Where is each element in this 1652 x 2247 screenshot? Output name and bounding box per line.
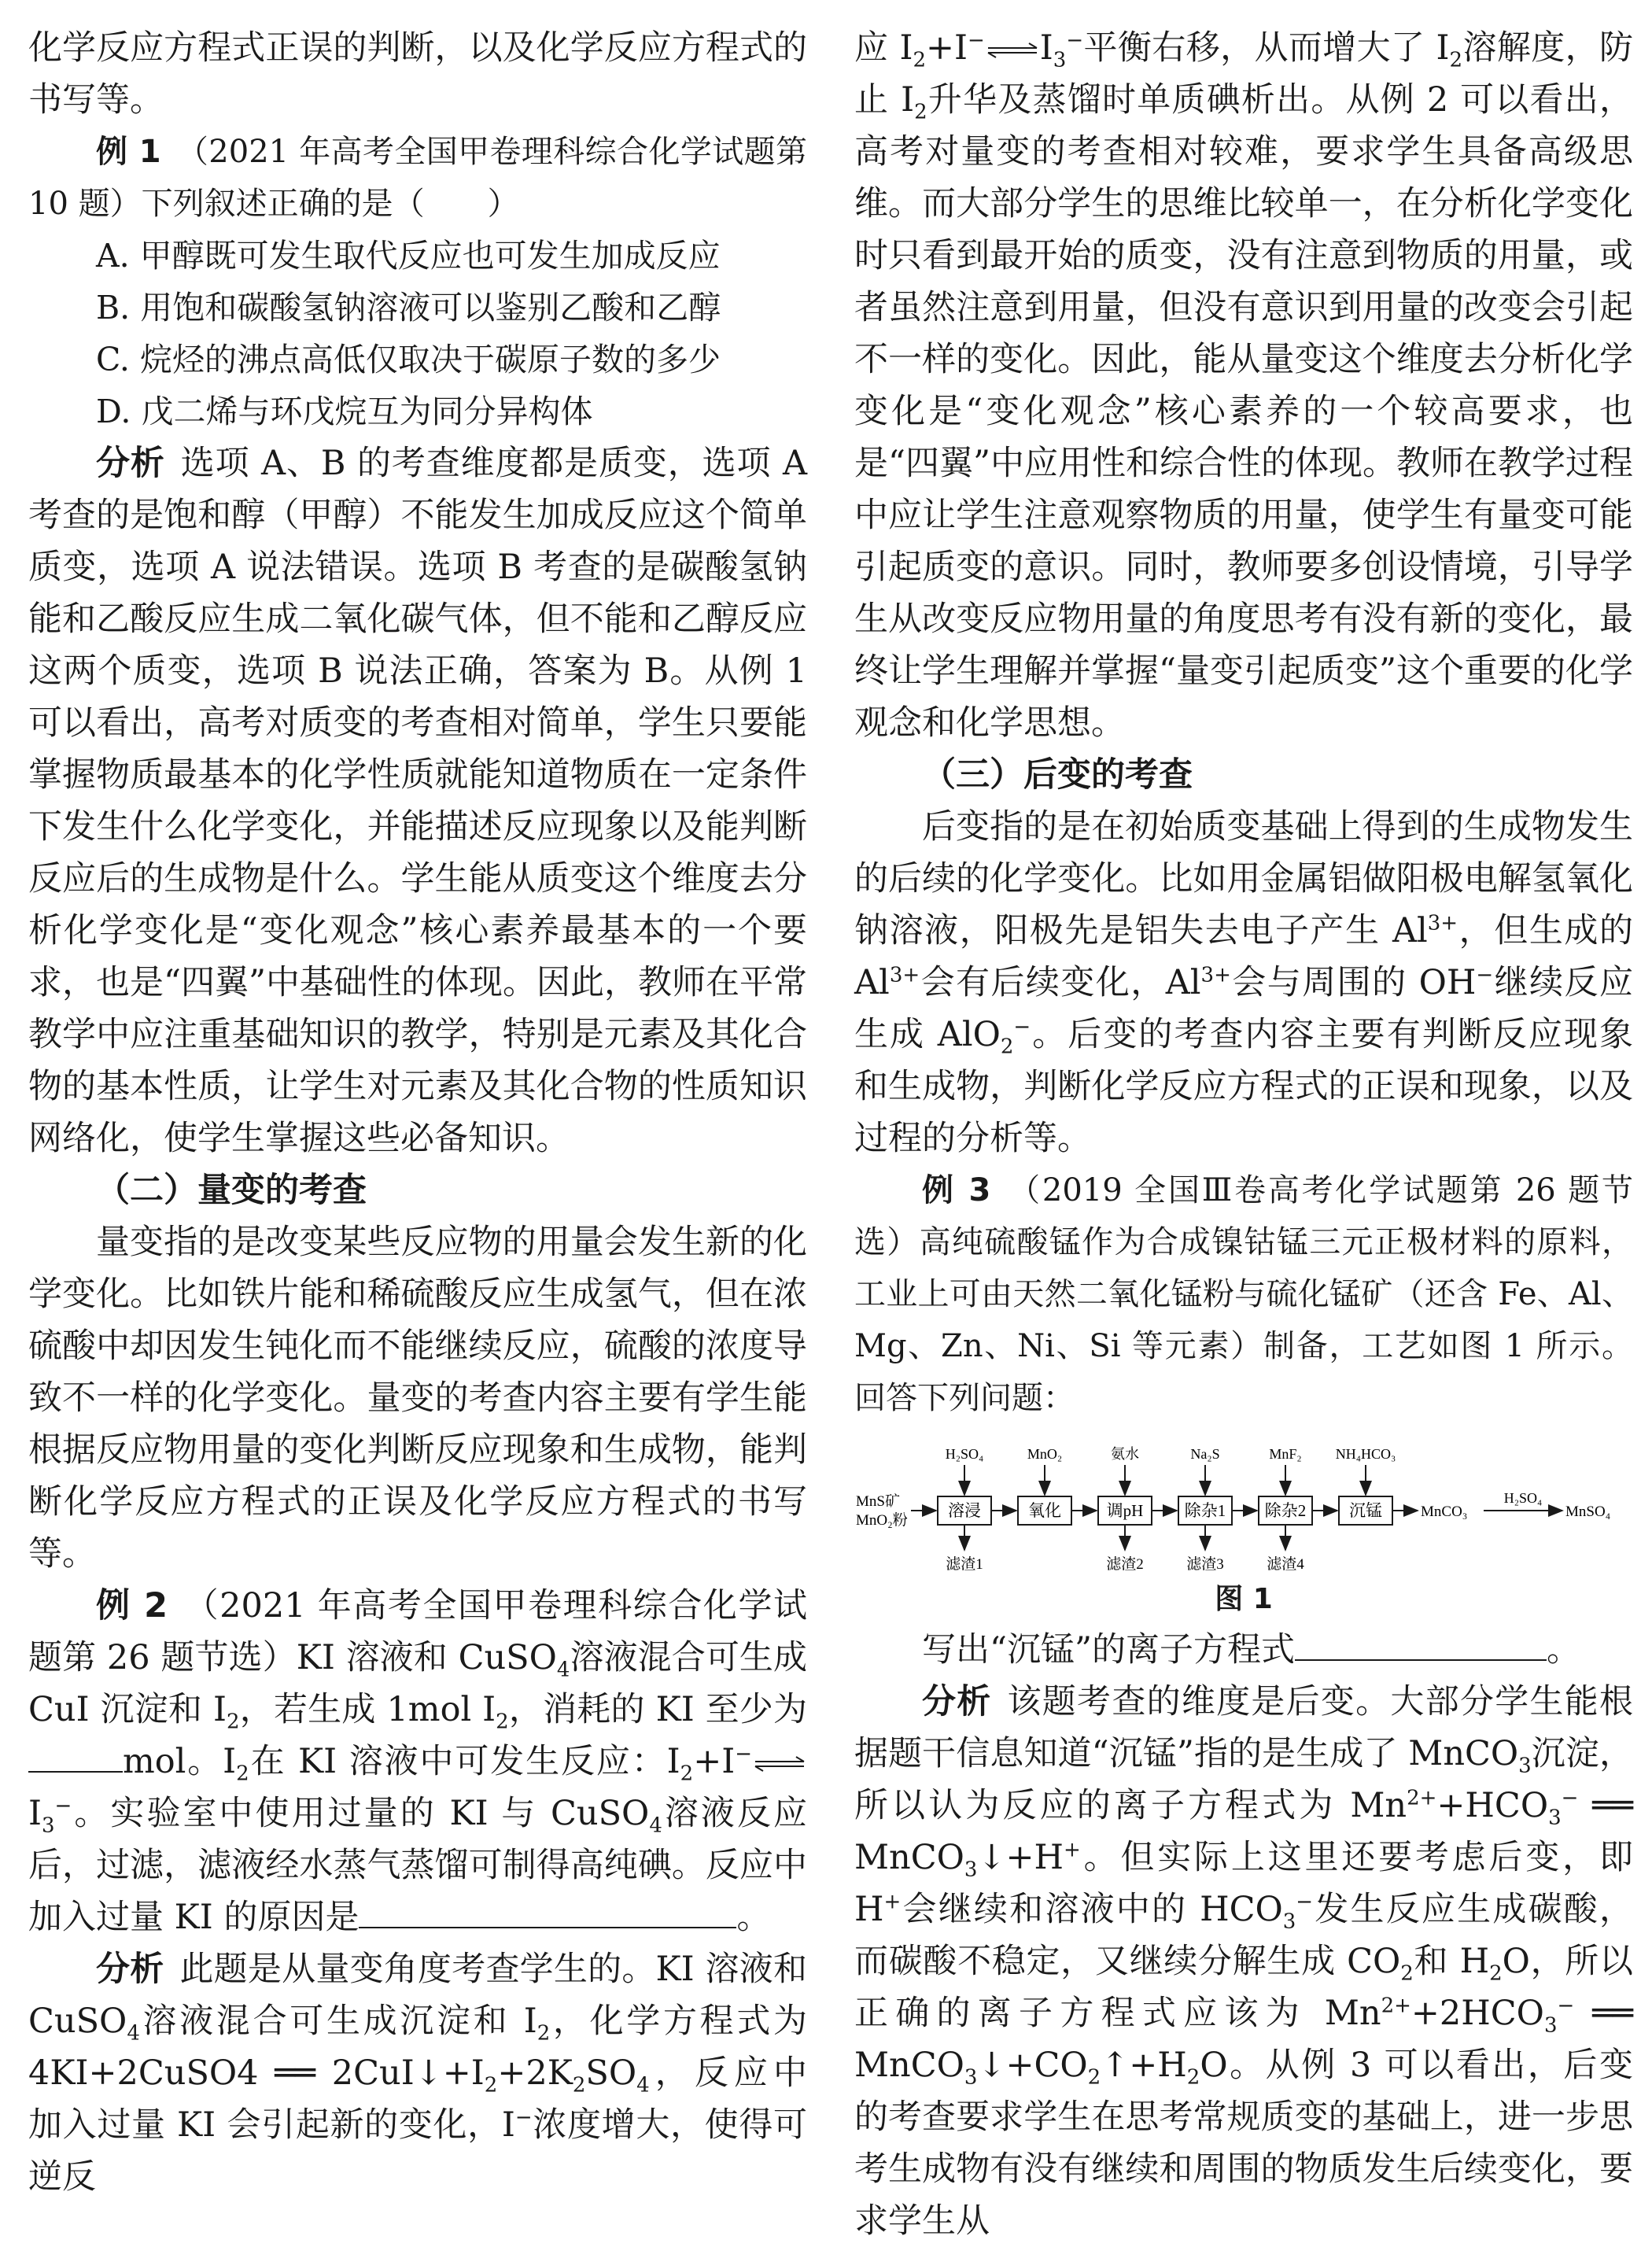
superscript: − [1476,963,1494,987]
subscript: 3 [964,2065,978,2090]
residue-2: 滤渣2 [1106,1556,1144,1573]
paragraph-continued: 化学反应方程式正误的判断，以及化学反应方程式的书写等。 [28,28,807,120]
text-run: 会与周围的 OH [1230,963,1477,1002]
analysis-label: 分析 [96,1950,164,1989]
superscript: − [514,2105,533,2130]
input-mns: MnS矿 [856,1493,900,1510]
text-run: +2K [497,2053,573,2093]
step-1 [938,1496,991,1525]
subscript: 4 [649,1813,662,1838]
step-5 [1259,1496,1312,1525]
text-run: O。从例 3 可以看出，后变的考查要求学生在思考常规质变的基础上，进一步思考生成物有没有继续和周围的物质发生后续变化，要求学生从 [854,2046,1633,2241]
text-run: 在 KI 溶液中可发生反应：I [249,1742,680,1781]
text-run: ，反应中加入过量 KI 会引起新的变化，I [28,2053,807,2145]
text-run: +I [925,28,968,68]
text-run: ══ MnCO [854,1994,1633,2085]
answer-blank[interactable] [1295,1628,1547,1661]
text-run: 。实验室中使用过量的 KI 与 CuSO [72,1794,650,1833]
text-run: 继续反应生成 AlO [854,963,1634,1054]
text-run: I [1039,28,1053,68]
text-run: 溶解度，防止 I [854,28,1634,120]
section-3-text [854,801,1633,1164]
example-2-analysis-continued [854,22,1633,749]
example-1-option-d: D. 戊二烯与环戊烷互为同分异构体 [96,393,593,430]
subscript: 2 [1449,48,1463,72]
example-2-analysis [28,1943,807,2203]
step-4-label: 除杂1 [1184,1501,1226,1520]
section-2-title: （二）量变的考查 [96,1171,367,1210]
example-1-analysis [28,437,807,1164]
text-run: 应 I [854,28,913,68]
subscript: 3 [1518,1754,1532,1778]
input-mno2: MnO₂粉 [856,1512,908,1529]
answer-blank[interactable] [28,1740,123,1773]
example-1-option-b: B. 用饱和碳酸氢钠溶液可以鉴别乙酸和乙醇 [96,289,721,327]
example-3-text: （2019 全国Ⅲ卷高考化学试题第 26 题节选）高纯硫酸锰作为合成镍钴锰三元正极材料的原料，工业上可由天然二氧化锰粉与硫化锰矿（还含 Fe、Al、Mg、Zn、Ni、Si 等元素）制备，工艺如图 1 所示。回答下列问题： [854,1172,1633,1416]
superscript: 3+ [1200,963,1231,987]
text-run: 。 [736,1898,771,1937]
text-run: 溶液混合可生成沉淀和 I [139,2002,537,2041]
subscript: 2 [1489,1961,1503,1986]
section-2-text: 量变指的是改变某些反应物的用量会发生新的化学变化。比如铁片能和稀硫酸反应生成氢气，但在浓硫酸中却因发生钝化而不能继续反应，硫酸的浓度导致不一样的化学变化。量变的考查内容主要有学生能根据反应物用量的变化判断反应现象和生成物，能判断化学反应方程式的正误及化学反应方程式的书写等。 [28,1223,807,1574]
subscript: 2 [1087,2065,1101,2090]
example-1-option-a: A. 甲醇既可发生取代反应也可发生加成反应 [96,237,721,275]
text-run: ，化学方程式为 4KI+2CuSO4 ══ 2CuI↓+I [28,2002,808,2093]
example-3-question [854,1624,1633,1676]
reversible-arrow-icon [752,1756,807,1772]
superscript: 3+ [1427,911,1458,935]
reagent-5: MnF₂ [1269,1446,1302,1462]
text-run: +HCO [1436,1786,1549,1825]
text-run: 此题是从量变角度考查学生的。KI 溶液和 CuSO [28,1950,808,2041]
text-run: ↑+H [1101,2046,1187,2085]
text-run: （2021 年高考全国甲卷理科综合化学试题第 26 题节选）KI 溶液和 CuSO [28,1586,808,1677]
section-3-title: （三）后变的考查 [922,755,1193,795]
text-run: mol。I [123,1742,237,1781]
subscript: 4 [636,2073,650,2098]
subscript: 2 [913,48,926,72]
subscript: 2 [537,2021,551,2046]
left-column [28,22,807,2203]
superscript: − [968,28,985,53]
subscript: 2 [680,1762,694,1786]
text-run: 。 [1546,1630,1580,1670]
superscript: 3+ [889,963,920,987]
superscript: + [1064,1838,1081,1862]
text-run: SO [585,2053,637,2093]
text-run: ，但生成的 Al [854,911,1633,1002]
text-run: 和 H [1413,1942,1490,1981]
residue-1: 滤渣1 [946,1556,983,1573]
text-run: ↓+H [977,1838,1064,1877]
reagent-6: NH₄HCO₃ [1335,1446,1396,1462]
subscript: 3 [42,1813,55,1838]
step-3-label: 调pH [1106,1501,1144,1520]
step-5-label: 除杂2 [1264,1501,1307,1520]
example-1-analysis-text: 选项 A、B 的考查维度都是质变，选项 A 考查的是饱和醇（甲醇）不能发生加成反应这个简单质变，选项 A 说法错误。选项 B 考查的是碳酸氢钠能和乙酸反应生成二氧化碳气体，但不能和乙醇反应这两个质变，选项 B 说法正确，答案为 B。从例 1 可以看出，高考对质变的考查相对简单，学生只要能掌握物质最基本的化学性质就能知道物质在一定条件下发生什么化学变化，并能描述反应现象以及能判断反应后的生成物是什么。学生能从质变这个维度去分析化学变化是“变化观念”核心素养最基本的一个要求，也是“四翼”中基础性的体现。因此，教师在平常教学中应注重基础知识的教学，特别是元素及其化合物的基本性质，让学生对元素及其化合物的性质知识网络化，使学生掌握这些必备知识。 [28,444,808,1158]
step-1-label: 溶浸 [948,1501,981,1520]
subscript: 2 [1000,1035,1014,1059]
product-mnco3: MnCO₃ [1421,1504,1468,1520]
right-column [854,22,1633,2247]
analysis-label: 分析 [922,1682,992,1721]
residue-3: 滤渣3 [1186,1556,1224,1573]
superscript: − [1013,1015,1031,1039]
superscript: − [54,1794,72,1818]
example-1-option-c: C. 烷烃的沸点高低仅取决于碳原子数的多少 [96,341,721,378]
subscript: 2 [914,100,927,124]
text-run: 写出“沉锰”的离子方程式 [922,1630,1295,1670]
reagent-4: Na₂S [1190,1446,1220,1462]
superscript: − [1561,1786,1579,1810]
text-run: 后变指的是在初始质变基础上得到的生成物发生的后续的化学变化。比如用金属铝做阳极电解氢氧化钠溶液，阳极先是铝失去电子产生 Al [854,807,1633,950]
text-run: 沉淀，所以认为反应的离子方程式为 Mn [854,1734,1633,1825]
subscript: 3 [964,1858,978,1882]
subscript: 3 [1548,1806,1562,1830]
subscript: 4 [556,1658,570,1682]
text-run: 。后变的考查内容主要有判断反应现象和生成物，判断化学反应方程式的正误和现象，以及过程的分析等。 [854,1015,1634,1158]
text-run: 会继续和溶液中的 HCO [901,1890,1283,1929]
subscript: 3 [1053,48,1067,72]
subscript: 2 [226,1710,240,1734]
reagent-1: H₂SO₄ [945,1446,984,1462]
subscript: 2 [484,2073,498,2098]
step-3 [1098,1496,1152,1525]
example-1-text: （2021 年高考全国甲卷理科综合化学试题第 10 题）下列叙述正确的是（ ） [28,134,807,222]
text-run: ，若生成 1mol I [239,1690,496,1729]
reagent-3: 氨水 [1111,1446,1139,1462]
step-2-label: 氧化 [1028,1501,1061,1520]
example-2-stem: 例 2 （2021 年高考全国甲卷理科综合化学试题第 26 题节选）KI 溶液和 CuSO$_4$溶液混合可生成 CuI 沉淀和 $I_2$，若生成 1mol $I_2$，消耗的 KI 至少为mol。$I_2$在 KI 溶液中可发生反应：$I_2+I^-I_3^-$。实验室中使用过量的 KI 与 CuSO$_4$溶液反应后，过滤，滤液经水蒸气蒸馏可制得高纯碘。反应中加入过量 KI 的原因是 。 [28,1586,808,1937]
text-run: 平衡右移，从而增大了 I [1083,28,1450,68]
text-run: ，消耗的 KI 至少为 [508,1690,807,1729]
example-1-label: 例 1 [96,134,161,170]
subscript: 2 [1186,2065,1200,2090]
subscript: 2 [572,2073,586,2098]
superscript: 2+ [1381,1994,1411,2018]
text-run: 升华及蒸馏时单质碘析出。从例 2 可以看出，高考对量变的考查相对较难，要求学生具备高级思维。而大部分学生的思维比较单一，在分析化学变化时只看到最开始的质变，没有注意到物质的用量，或者虽然注意到用量，但没有意识到用量的改变会引起不一样的变化。因此，能从量变这个维度去分析化学变化是“变化观念”核心素养的一个较高要求，也是“四翼”中应用性和综合性的体现。教师在教学过程中应让学生注意观察物质的用量，使学生有量变可能引起质变的意识。同时，教师要多创设情境，引导学生从改变反应物用量的角度思考有没有新的变化，最终让学生理解并掌握“量变引起质变”这个重要的化学观念和化学思想。 [854,80,1634,743]
text-run: 发生反应生成碳酸，而碳酸不稳定，又继续分解生成 CO [854,1890,1634,1981]
text-run: 溶液反应后，过滤，滤液经水蒸气蒸馏可制得高纯碘。反应中加入过量 KI 的原因是 [28,1794,808,1937]
text-run: 会有后续变化，Al [920,963,1201,1002]
subscript: 2 [1400,1961,1414,1986]
text-run: 浓度增大，使得可逆反 [28,2105,808,2197]
subscript: 2 [496,1710,509,1734]
step-2 [1018,1496,1071,1525]
example-2-label: 例 2 [96,1586,168,1625]
example-3-analysis [854,1676,1633,2247]
example-3-label: 例 3 [922,1172,991,1208]
step-6-label: 沉锰 [1349,1501,1382,1520]
subscript: 4 [127,2021,140,2046]
step-4 [1178,1496,1232,1525]
example-3-stem [854,1164,1633,1424]
reagent-2: MnO₂ [1027,1446,1063,1462]
text-run: 该题考查的维度是后变。大部分学生能根据题干信息知道“沉锰”指的是生成了 MnCO [854,1682,1634,1773]
superscript: − [1296,1890,1314,1914]
analysis-label: 分析 [96,444,165,483]
answer-blank[interactable] [359,1895,736,1928]
subscript: 3 [1543,2013,1558,2038]
product-mnso4: MnSO₄ [1565,1504,1611,1520]
text-run: 溶液混合可生成 CuI 沉淀和 I [28,1638,807,1729]
arrow-reagent: H₂SO₄ [1503,1490,1543,1506]
text-run: +2HCO [1410,1994,1544,2033]
text-run: ↓+CO [977,2046,1088,2085]
superscript: 2+ [1407,1786,1437,1810]
superscript: − [1066,28,1084,53]
subscript: 3 [1282,1909,1296,1934]
subscript: 2 [236,1762,249,1786]
text-run: ══ MnCO [854,1786,1633,1877]
text-run: O，所以正确的离子方程式应该为 Mn [854,1942,1633,2033]
figure-caption: 图 1 [1215,1583,1273,1615]
example-1-stem [28,126,807,230]
superscript: − [735,1742,752,1766]
process-flow-figure [854,1435,1633,1619]
superscript: + [883,1890,902,1914]
text-run: +I [693,1742,736,1781]
process-flow-diagram [854,1435,1633,1577]
superscript: − [1557,1994,1575,2018]
step-6 [1339,1496,1392,1525]
reversible-arrow-icon [985,42,1040,58]
text-run: 。但实际上这里还要考虑后变，即 H [854,1838,1633,1929]
residue-4: 滤渣4 [1267,1556,1304,1573]
